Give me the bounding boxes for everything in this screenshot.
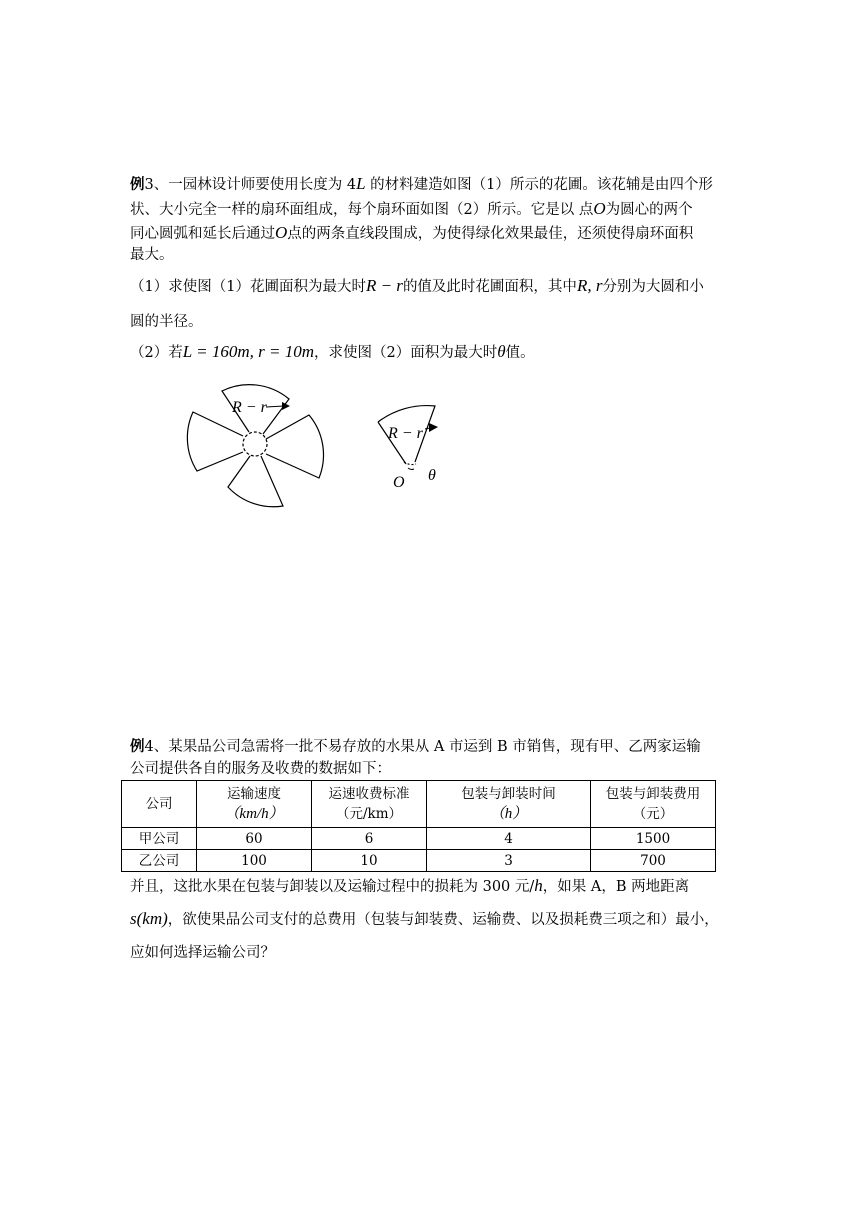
ex4-text: 并且，这批水果在包装与卸装以及运输过程中的损耗为 300 元/	[130, 879, 535, 895]
header-rate: 运速收费标准 （元/km）	[312, 781, 427, 828]
annular-sector-bottom	[228, 456, 283, 507]
q1-text: 分别为大圆和小	[602, 279, 704, 295]
ex4-text: 应如何选择运输公司？	[130, 945, 275, 961]
ex3-line-2	[130, 199, 693, 220]
ex4-text: ，欲使果品公司支付的总费用（包装与卸装费、运输费、以及损耗费三项之和）最小，	[167, 912, 719, 928]
annular-sector-left	[187, 412, 243, 471]
ex3-question-1	[130, 276, 704, 297]
table-cell: 6	[312, 828, 427, 850]
table-cell: 3	[427, 850, 591, 872]
table-row	[122, 828, 716, 850]
table-cell: 1500	[591, 828, 716, 850]
header-packing-time: 包装与卸装时间 （h）	[427, 781, 591, 828]
q2-text: 值。	[505, 345, 535, 361]
header-packing-cost: 包装与卸装费用 （元）	[591, 781, 716, 828]
var-theta: θ	[497, 342, 506, 361]
ex3-line-1	[130, 174, 713, 195]
ex3-text: 最大。	[130, 247, 174, 263]
q2-text: ，求使图（2）面积为最大时	[314, 345, 498, 361]
ex4-line-5	[130, 943, 275, 963]
ex3-text: 同心圆弧和延长后通过	[130, 226, 275, 242]
vars-R-r: R, r	[576, 276, 603, 295]
ex3-text: 、一园林设计师要使用长度为 4	[153, 177, 357, 193]
ex3-question-1-cont	[130, 312, 203, 332]
table-cell: 700	[591, 850, 716, 872]
expr-L-r-values: L = 160m, r = 10m	[182, 342, 314, 361]
table-cell: 10	[312, 850, 427, 872]
angle-arc	[408, 468, 414, 469]
ex4-line-2	[130, 759, 391, 779]
figure-1-flower-bed	[180, 372, 340, 514]
ex4-text: 、某果品公司急需将一批不易存放的水果从 A 市运到 B 市销售，现有甲、乙两家运输	[153, 739, 701, 755]
shipping-fee-table	[121, 780, 716, 872]
ex4-text: ，如果 A，B 两地距离	[542, 879, 690, 895]
table-cell: 100	[197, 850, 312, 872]
table-cell: 乙公司	[122, 850, 197, 872]
ex3-text: 状、大小完全一样的扇环面组成，每个扇环面如图（2）所示。它是以 点	[130, 202, 594, 218]
inner-circle	[243, 432, 267, 456]
var-s-km: s(km)	[130, 909, 168, 928]
ex3-number: 3	[144, 177, 154, 193]
var-O: O	[275, 223, 288, 242]
ex3-line-4	[130, 245, 174, 265]
table-row	[122, 850, 716, 872]
ex4-number: 4	[144, 739, 154, 755]
radius-arrow-line	[266, 406, 284, 407]
table-cell: 60	[197, 828, 312, 850]
ex3-text: 为圆心的两个	[605, 202, 693, 218]
figure-2-annular-sector	[370, 400, 460, 492]
fig2-center-O: O	[393, 474, 405, 491]
q1-text: 圆的半径。	[130, 314, 203, 330]
fig1-label: R − r	[232, 399, 267, 416]
ex3-question-2	[130, 342, 535, 363]
expr-R-minus-r: R − r	[365, 276, 403, 295]
table-cell: 4	[427, 828, 591, 850]
ex4-text: 公司提供各自的服务及收费的数据如下：	[130, 761, 391, 777]
fig2-label: R − r	[388, 425, 423, 442]
ex3-text: 的材料建造如图（1）所示的花圃。该花辅是由四个形	[365, 177, 713, 193]
ex4-line-4	[130, 909, 719, 930]
var-O: O	[593, 199, 606, 218]
ex4-line-1	[130, 737, 701, 757]
header-speed: 运输速度 （km/h）	[197, 781, 312, 828]
ex3-label: 例	[130, 176, 145, 193]
ex3-text: 点的两条直线段围成，为使得绿化效果最佳，还须使得扇环面积	[287, 226, 694, 242]
fig2-theta: θ	[428, 467, 436, 484]
ex4-line-3	[130, 876, 689, 897]
var-L: L	[356, 174, 366, 193]
table-header-row	[122, 781, 716, 828]
q1-text: 的值及此时花圃面积，其中	[402, 279, 577, 295]
var-h: h	[534, 876, 543, 895]
ex3-line-3	[130, 223, 693, 244]
arrow-head	[429, 423, 438, 432]
q1-text: （1）求使图（1）花圃面积为最大时	[130, 279, 366, 295]
header-company: 公司	[122, 781, 197, 828]
q2-text: （2）若	[130, 345, 183, 361]
ex4-label: 例	[130, 738, 145, 755]
annular-sector-right	[266, 415, 323, 478]
table-cell: 甲公司	[122, 828, 197, 850]
